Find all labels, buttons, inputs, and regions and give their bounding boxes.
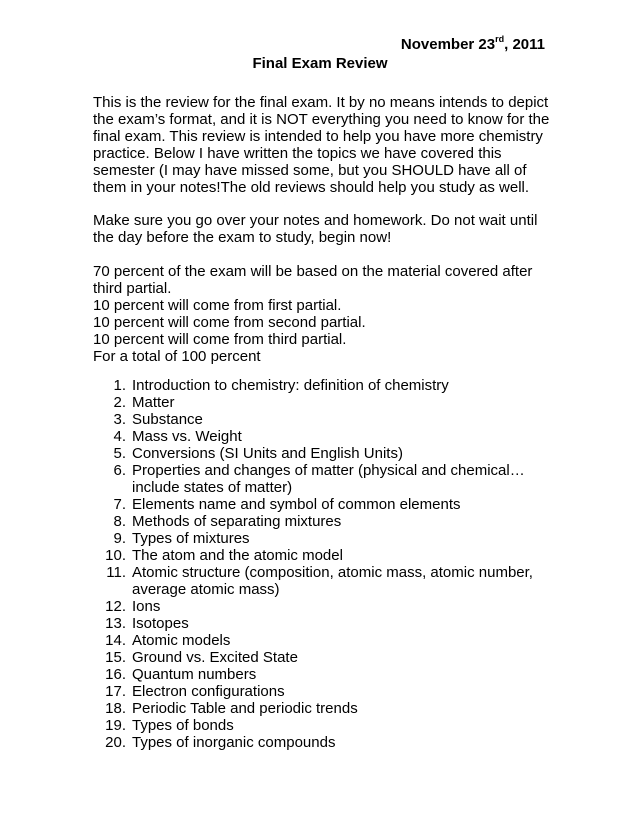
topic-text-line: average atomic mass) [132, 581, 280, 598]
topic-number: 5. [113, 445, 126, 462]
topic-number: 13. [105, 615, 126, 632]
topic-text: Elements name and symbol of common elements [132, 496, 461, 513]
topic-text: Periodic Table and periodic trends [132, 700, 358, 717]
topic-number: 15. [105, 649, 126, 666]
topic-number: 10. [105, 547, 126, 564]
topic-text: Ground vs. Excited State [132, 649, 298, 666]
topic-text: Types of mixtures [132, 530, 250, 547]
topic-number: 19. [105, 717, 126, 734]
intro-line: semester (I may have missed some, but you SHOULD have all of [93, 162, 527, 179]
date-text: November 23 [400, 36, 496, 53]
advice-paragraph [93, 212, 553, 246]
grading-line: 10 percent will come from second partial. [93, 314, 366, 331]
intro-line: the exam’s format, and it is NOT everything you need to know for the [93, 111, 550, 128]
intro-paragraph [93, 94, 553, 196]
page-title [0, 55, 638, 72]
topic-number: 7. [113, 496, 126, 513]
topic-text: Electron configurations [132, 683, 285, 700]
intro-line: practice. Below I have written the topics we have covered this [93, 145, 502, 162]
topic-number: 14. [105, 632, 126, 649]
advice-line: the day before the exam to study, begin now! [93, 229, 392, 246]
grading-line: 10 percent will come from first partial. [93, 297, 342, 314]
topic-number: 9. [113, 530, 126, 547]
topic-text: Types of bonds [132, 717, 234, 734]
topic-text: Conversions (SI Units and English Units) [132, 445, 403, 462]
topic-text: Mass vs. Weight [132, 428, 242, 445]
topic-number: 20. [105, 734, 126, 751]
grading-paragraph [93, 263, 553, 365]
topic-text-line: include states of matter) [132, 479, 293, 496]
intro-line: final exam. This review is intended to help you have more chemistry [93, 128, 543, 145]
topic-text: Matter [132, 394, 175, 411]
topic-text: Atomic models [132, 632, 231, 649]
grading-line: For a total of 100 percent [93, 348, 261, 365]
topic-number: 6. [113, 462, 126, 479]
grading-line: 70 percent of the exam will be based on the material covered after [93, 263, 533, 280]
topic-number: 1. [113, 377, 126, 394]
topic-text-line: Properties and changes of matter (physical and chemical… [132, 462, 525, 479]
topic-text-line: Atomic structure (composition, atomic mass, atomic number, [132, 564, 533, 581]
topic-text: Methods of separating mixtures [132, 513, 342, 530]
advice-line: Make sure you go over your notes and homework. Do not wait until [93, 212, 538, 229]
topic-number: 3. [113, 411, 126, 428]
topic-number: 12. [105, 598, 126, 615]
page-title-text: Final Exam Review [252, 55, 388, 72]
topic-text: Substance [132, 411, 203, 428]
grading-line: 10 percent will come from third partial. [93, 331, 347, 348]
topic-number: 8. [113, 513, 126, 530]
topic-number: 2. [113, 394, 126, 411]
topic-text: Isotopes [132, 615, 189, 632]
topic-text: Ions [132, 598, 161, 615]
topic-number: 16. [105, 666, 126, 683]
date-year: , 2011 [504, 36, 545, 53]
topic-text: Types of inorganic compounds [132, 734, 336, 751]
topic-number: 4. [113, 428, 126, 445]
topic-number: 11. [106, 564, 126, 581]
intro-line: them in your notes!The old reviews should help you study as well. [93, 179, 530, 196]
intro-line: This is the review for the final exam. It by no means intends to depict [93, 94, 549, 111]
topic-number: 18. [105, 700, 126, 717]
grading-line: third partial. [93, 280, 172, 297]
topic-number: 17. [105, 683, 126, 700]
topic-text: Quantum numbers [132, 666, 257, 683]
topic-text: The atom and the atomic model [132, 547, 343, 564]
date-ordinal-suffix: rd [495, 34, 505, 44]
topic-text: Introduction to chemistry: definition of chemistry [132, 377, 449, 394]
topic-text [132, 564, 533, 598]
topic-text [132, 462, 525, 496]
date-line [401, 36, 545, 53]
